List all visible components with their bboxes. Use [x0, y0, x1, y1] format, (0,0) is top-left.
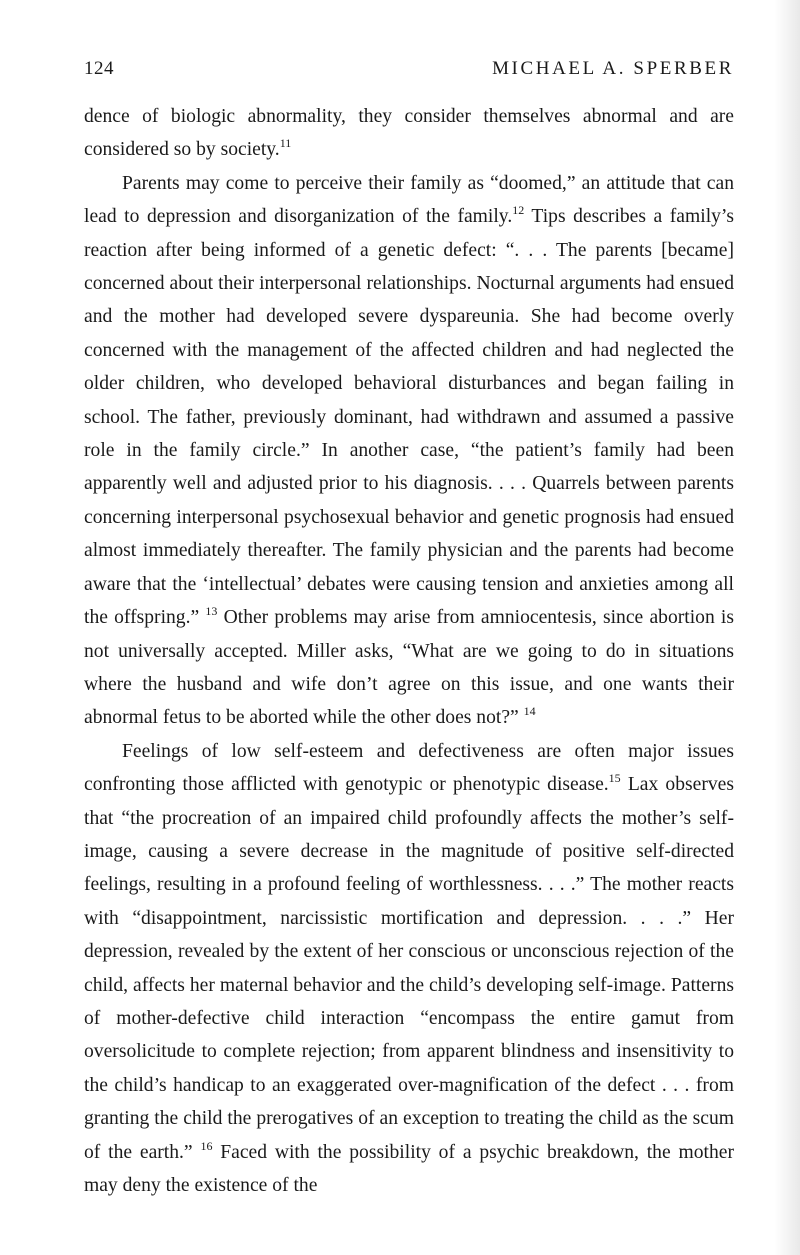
- paragraph: [84, 735, 734, 1203]
- text-run: dence of biologic abnormality, they consider themselves abnormal and are considered so by society.: [84, 106, 734, 161]
- text-run: Lax observes that “the procreation of an impaired child profoundly affects the mother’s self-image, causing a severe decrease in the magnitude of positive self-directed feelings, resulting in a profound feeling of worthlessness. . . .” The mother reacts with “disappointment, narcissistic mortification and depression. . . .” Her depression, revealed by the extent of her conscious or unconscious rejection of the child, affects her maternal behavior and the child’s developing self-image. Patterns of mother-defective child interaction “encompass the entire gamut from oversolicitude to complete rejection; from apparent blindness and insensitivity to the child’s handicap to an exaggerated over-magnification of the defect . . . from granting the child the prerogatives of an exception to treating the child as the scum of the earth.”: [84, 774, 734, 1163]
- text-run: Parents may come to perceive their family as “doomed,” an attitude that can lead to depression and disorganization of the family.: [84, 172, 734, 228]
- text-run: Other problems may arise from amniocentesis, since abortion is not universally accepted. Miller asks, “What are we going to do in situations where the husband and wife don’t agree on this issue, and one wants their abnormal fetus to be aborted while the other does not?”: [84, 607, 735, 729]
- page-edge-shadow: [774, 0, 800, 1255]
- text-run: Tips describes a family’s reaction after being informed of a genetic defect: “. . . The parents [became] concerned about their interpersonal relationships. Nocturnal arguments had ensued and the mother had developed severe dyspareunia. She had become overly concerned with the management of the affected children and had neglected the older children, who developed behavioral disturbances and began failing in school. The father, previously dominant, had withdrawn and assumed a passive role in the family circle.” In another case, “the patient’s family had been apparently well and adjusted prior to his diagnosis. . . . Quarrels between parents concerning interpersonal psychosexual behavior and genetic prognosis had ensued almost immediately thereafter. The family physician and the parents had become aware that the ‘intellectual’ debates were causing tension and anxieties among all the offspring.”: [84, 206, 735, 629]
- paragraph: [84, 100, 734, 167]
- footnote-marker: 12: [512, 203, 525, 218]
- body-text: [84, 100, 734, 1202]
- page-header: [84, 58, 734, 88]
- running-head: MICHAEL A. SPERBER: [492, 58, 734, 79]
- text-run: Feelings of low self-esteem and defectiveness are often major issues confronting those afflicted with genotypic or phenotypic disease.: [84, 740, 734, 796]
- footnote-marker: 16: [200, 1138, 213, 1153]
- footnote-marker: 15: [608, 771, 621, 786]
- footnote-marker: 14: [523, 704, 536, 719]
- text-run: Faced with the possibility of a psychic breakdown, the mother may deny the existence of the: [84, 1141, 734, 1196]
- paragraph: [84, 167, 734, 735]
- footnote-marker: 11: [279, 136, 292, 151]
- page-number: 124: [84, 58, 114, 79]
- footnote-marker: 13: [205, 604, 218, 619]
